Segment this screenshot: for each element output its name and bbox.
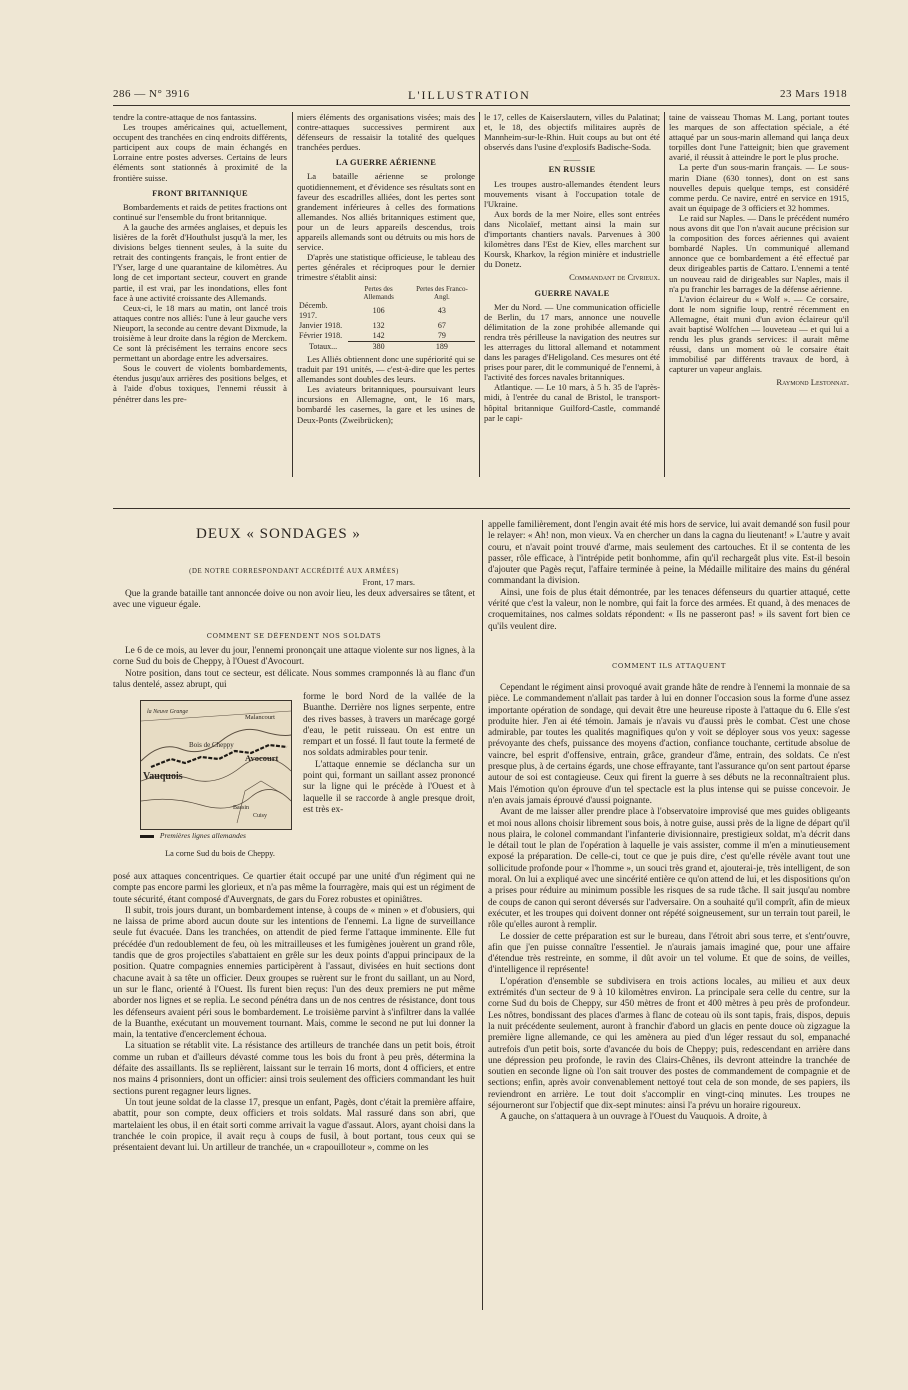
section-heading: EN RUSSIE [548, 165, 596, 175]
map-label: la Neuve Grange [147, 709, 188, 715]
text-paragraph: Les troupes américaines qui, actuellement, occupent des tranchées en cinq endroits différents, participent aux coups de main échangés en Lorraine entre postes adverses. Certains de leurs éléments sont stationnés à proximité de la frontière suisse. [113, 122, 287, 183]
map-label: Bassin [233, 805, 250, 811]
article-intro-block [113, 566, 475, 626]
column-divider [479, 112, 480, 477]
map-drawing [141, 701, 291, 829]
table-cell: 380 [372, 341, 385, 351]
text-paragraph: Les aviateurs britanniques, poursuivant leurs incursions en Allemagne, ont, le 16 mars, bombardé les casernes, la gare et les usines de Deux-Ponts (Zweibrücken); [297, 384, 475, 425]
text-paragraph: Avant de me laisser aller prendre place à l'observatoire improvisé que mes guides obligeants et moi nous allons choisir librement sous bois, à notre guise, aussi près de la ligne de départ qu'il nous plaira, le colonel commandant l'infanterie divisionnaire, prestigieux soldat, m'a décrit dans le détail tout le plan de l'opération à laquelle je vais assister, comme il m'en a minutieusement exposé la préparation. De celle-ci, tout ce que je puis dire, c'est qu'elle révèle avant tout une sollicitude profonde pour « l'homme », un souci très grand et, ajouterai-je, très intelligent, de son moral. On lui a expliqué avec une sincérité entière ce qu'on attend de lui, et les dispositions qu'on a prises pour réduire au minimum possible les risques de sa rude tâche. Il sait jusqu'au nombre de coups de canon qui seront déversés sur l'adversaire. On a souhaité qu'il comprît, afin de mieux exécuter, et les troupes qui doivent donner ont répété soigneusement, sur un terrain tout pareil, le rôle qu'elles auront à remplir. [488, 807, 850, 931]
map-contour [141, 789, 291, 808]
table-cell: Février 1918. [299, 331, 343, 341]
column-naval-continued [669, 112, 849, 477]
map-label: Vauquois [143, 771, 183, 782]
article-left-column [113, 872, 475, 1302]
table-row [297, 331, 475, 342]
article-byline: (DE NOTRE CORRESPONDANT ACCRÉDITÉ AUX ARMÉES) [189, 568, 399, 575]
text-paragraph: appelle familièrement, dont l'engin avait été mis hors de service, lui avait demandé son fusil pour le relayer: « Ah! non, mon vieux. Va en chercher un dans la cagna du lieutenant! » L'autre y avait couru, et n'avait point trouvé d'arme, mais seulement des cartouches. Et il se contenta de les passer, rôle efficace, à l'intrépide petit bonhomme, afin qu'il rechargeât plus vite. Est-il besoin d'ajouter que Pagès reçut, l'affaire terminée à peine, la Médaille militaire des mains du général commandant la division. [488, 520, 850, 587]
table-row [297, 321, 475, 331]
map-label: Avocourt [245, 753, 279, 763]
table-cell: 106 [372, 305, 385, 315]
section-heading: COMMENT SE DÉFENDENT NOS SOLDATS [206, 632, 382, 640]
ornament: ⸻ [563, 156, 581, 165]
column-divider [292, 112, 293, 477]
text-paragraph: Les troupes austro-allemandes étendent leurs mouvements visant à l'occupation totale de l'Ukraine. [484, 178, 660, 209]
table-cell: 79 [409, 331, 475, 342]
article-right-column [488, 683, 850, 1305]
section-heading: GUERRE NAVALE [534, 288, 610, 298]
table-cell: 142 [348, 331, 408, 342]
text-paragraph: Ceux-ci, le 18 mars au matin, ont lancé trois attaques contre nos alliés: l'une à leur gauche vers Nieuport, la seconde au centre devant Dixmude, la troisième à leur droite dans la région de Merckem. Ce sont là précisément les terrains encore secs permettant un abordage entre les adversaires. [113, 302, 287, 364]
table-total-row [297, 341, 475, 352]
map-label: Malancourt [245, 714, 275, 721]
text-paragraph: le 17, celles de Kaiserslautern, villes du Palatinat; et, le 18, des objectifs militaires auprès de Mannheim-sur-le-Rhin. Huit coups au but ont été observés dans l'usine d'explosifs Badische-Soda. [484, 112, 660, 153]
text-paragraph: taine de vaisseau Thomas M. Lang, portant toutes les marques de son affectation spéciale, a été attaqué par un sous-marin allemand qui lança deux torpilles dont l'une l'atteignit; bien que gravement avarié, il réussit à atteindre le port le plus proche. [669, 112, 849, 163]
section-heading: COMMENT ILS ATTAQUENT [612, 662, 726, 670]
text-paragraph: Ainsi, une fois de plus était démontrée, par les tenaces défenseurs du quartier attaqué, cette vérité que c'est la valeur, non le nombre, qui fait la force des armées. Et quand, à des menaces de croquemitaines, nos calmes soldats répondent: « Ils ne passeront pas! » ils savent fort bien ce qu'ils veulent dire. [488, 587, 850, 632]
battle-map [140, 700, 292, 830]
table-cell: 43 [437, 305, 446, 315]
text-paragraph: La perte d'un sous-marin français. — Le sous-marin Diane (630 tonnes), dont on est sans nouvelles depuis quelque temps, est considéré comme perdu. Ce navire, entré en service en 1915, avait un équipage de 3 officiers et 32 hommes. [669, 162, 849, 213]
header-rule [113, 105, 850, 106]
text-paragraph: Mer du Nord. — Une communication officielle de Berlin, du 17 mars, annonce une nouvelle délimitation de la zone prohibée allemande qui rendra très périlleuse la navigation des neutres sur les atterrages du littoral allemand et notamment dans les parages d'Heligoland. Ces mesures ont été prises pour parer, dit le communiqué de l'ennemi, à l'activité des forces navales britanniques. [484, 301, 660, 383]
text-paragraph: La bataille aérienne se prolonge quotidiennement, et d'évidence ses résultats sont en faveur des escadrilles alliées, dont les pertes sont grandement inférieures à celles des formations allemandes. Nos alliés britanniques estiment que, pour un de leurs appareils descendus, trois appareils allemands sont ou détruits ou mis hors de service. [297, 171, 475, 253]
text-paragraph: Aux bords de la mer Noire, elles sont entrées dans Nicolaïef, mettant ainsi la main sur d'importants chantiers navals. Parvenues à 300 kilomètres dans l'Est de Kiev, elles marchent sur Koursk, Kharkov, la région minière et industrielle du Donetz. [484, 208, 660, 270]
issue-date: 23 Mars 1918 [780, 88, 848, 100]
legend-label: Premières lignes allemandes [159, 831, 246, 840]
text-paragraph: La situation se rétablit vite. La résistance des artilleurs de tranchée dans un petit bois, étroit comme un ruban et d'ailleurs dévasté comme tous les bois du front à peu près, détermina la défaite des assaillants. Ils se replièrent, laissant sur le terrain 16 morts, dont 4 officiers, et entre nos mains 4 prisonniers, dont un officier: ainsi trois seulement des officiers commandant les huit sections purent regagner leurs lignes. [113, 1041, 475, 1097]
map-label: Bois de Cheppy [189, 741, 234, 749]
section-heading: LA GUERRE AÉRIENNE [335, 158, 437, 168]
table-cell: Janvier 1918. [299, 320, 343, 330]
text-paragraph: D'après une statistique officieuse, le tableau des pertes générales et réciproques pour le dernier trimestre s'établit ainsi: [297, 252, 475, 283]
map-caption: La corne Sud du bois de Cheppy. [165, 849, 275, 858]
text-paragraph: A la gauche des armées anglaises, et depuis les lisières de la forêt d'Houthulst jusqu'à la mer, les divisions belges tiennent seules, à la suite du retrait des contingents français, le front entier de l'Yser, large d une quarantaine de kilomètres. Au long de cet important secteur, couvert en grande partie, il est vrai, par les inondations, elles font face à une activité croissante des Allemands. [113, 221, 287, 303]
table-cell: 132 [372, 320, 385, 330]
map-legend [140, 831, 310, 840]
text-paragraph: Sous le couvert de violents bombardements, étendus jusqu'aux arrières des positions belges, et à l'aide d'obus toxiques, l'ennemi réussit à pénétrer dans les pre- [113, 363, 287, 404]
text-paragraph: L'avion éclaireur du « Wolf ». — Ce corsaire, dont le nom signifie loup, rentré récemment en Allemagne, était muni d'un avion éclaireur qu'il avait baptisé Wolfchen — louveteau — et qui lui a rendu les plus grands services: il aurait même réussi, dans un moment où le corsaire était immobilisé par différents travaux de bord, à capturer un vapeur anglais. [669, 293, 849, 375]
text-paragraph: Les Alliés obtiennent donc une supériorité qui se traduit par 191 unités, — c'est-à-dire que les pertes allemandes sont doubles des leurs. [297, 353, 475, 385]
table-cell: 189 [435, 341, 448, 351]
page-number: 286 — N° 3916 [113, 88, 190, 100]
losses-table [297, 285, 475, 352]
table-cell: Totaux... [309, 341, 338, 351]
author-signature: Commandant de Civrieux. [569, 272, 660, 283]
text-paragraph: Un tout jeune soldat de la classe 17, presque un enfant, Pagès, dont c'était la première affaire, abattit, pour son compte, deux officiers et trois soldats. Mal rassuré dans son abri, que martelaient les obus, il en était sorti comme arrivait la vague d'assaut. Alors, ayant choisi dans la tranchée le coin propice, il avait reçu à coups de fusil, à bout portant, tous ceux qui se présentaient devant lui. Un artilleur de tranchée, un « crapouilloteur », comme on les [113, 1097, 475, 1154]
article-opening [113, 646, 475, 692]
text-paragraph: Il subit, trois jours durant, un bombardement intense, à coups de « minen » et d'obusiers, qui ne laissa de prime abord aucun doute sur les intentions de l'ennemi. La ligne de surveillance seule fut évacuée. Dans les tranchées, on attendit de pied ferme l'attaque imminente. Elle fut précédée d'un redoublement de feu, où les mitrailleuses et les fumigènes jouèrent un grand rôle, tandis que de gros projectiles s'abattaient en grêle sur les deux points d'appui principaux de la position. Quatre compagnies ennemies participèrent à l'assaut, divisées en huit sections dont chacune avait à sa tête un officier. Deux groupes se ruèrent sur le front du saillant, un au Nord, un sur le flanc, orienté à l'Ouest. Ils furent bien reçus: l'un des deux premiers ne put même aborder nos lignes et se replia. Le second pénétra dans un de nos centres de résistance, dont tous les défenseurs avaient péri sous le bombardement. Le troisième parvint à s'infiltrer dans la vallée de la Buanthe, exécutant un mouvement tournant. Mais, comme le second ne put lui donner la main, la tentative d'encerclement échoua. [113, 905, 475, 1041]
table-row [297, 301, 475, 321]
text-paragraph: Le raid sur Naples. — Dans le précédent numéro nous avons dit que l'on n'avait aucune précision sur la composition des forces aériennes qui avaient bombardé Naples. Un communiqué allemand annonce que ce bombardement a été effectué par deux dirigeables partis de Cattaro. L'ennemi a tenté un nouveau raid de dirigeables sur Naples, mais il n'a pu franchir les barrages de la défense aérienne. [669, 212, 849, 294]
table-header: Pertes des Allemands [363, 284, 394, 301]
column-russie-naval [484, 112, 660, 477]
text-paragraph: L'attaque ennemie se déclancha sur un point qui, formant un saillant assez prononcé sur la ligne qui le précède à l'Ouest et à laquelle il se raccorde à angle presque droit, est très ex- [303, 759, 475, 815]
article-dateline: Front, 17 mars. [362, 577, 415, 588]
text-paragraph: Bombardements et raids de petites fractions ont continué sur l'ensemble du front britannique. [113, 201, 287, 222]
table-cell: Décemb. 1917. [299, 300, 328, 320]
journal-title: L'ILLUSTRATION [408, 88, 531, 102]
column-front-britannique [113, 112, 287, 477]
text-paragraph: tendre la contre-attaque de nos fantassins. [113, 112, 257, 122]
section-heading: FRONT BRITANNIQUE [152, 188, 248, 198]
text-paragraph: Notre position, dans tout ce secteur, est délicate. Nous sommes cramponnés là au flanc d'un talus dentelé, assez abrupt, qui [113, 668, 475, 690]
text-paragraph: Que la grande bataille tant annoncée doive ou non avoir lieu, les deux adversaires se tâtent, et avec une vigueur égale. [113, 588, 475, 610]
table-cell: 67 [437, 320, 446, 330]
column-guerre-aerienne [297, 112, 475, 477]
column-divider [664, 112, 665, 477]
text-paragraph: Cependant le régiment ainsi provoqué avait grande hâte de rendre à l'ennemi la monnaie de sa pièce. Le commandement n'allait pas tarder à lui en donner l'occasion sous la forme d'une assez importante opération de sondage, qui devait être une heureuse riposte à l'attaque du 6. Elle s'est produite hier. J'en ai été témoin. Jamais je n'avais vu d'aussi près le combat. C'est une chose admirable, par toutes les qualités magnifiques qu'on y voit se déployer sous vos yeux: sagesse prévoyante des chefs, puissance des moyens d'action, confiance touchante, certitude absolue de vaincre, bel esprit d'offensive, entrain, grâce, grandeur d'âme, entrain, des soldats. Ce n'est presque plus, à de certains égards, une chose effrayante, tant l'assurance qu'on sent partout éparse autour de soi est contagieuse. Ceux qui firent la guerre à ses débuts ne la reconnaîtraient plus. Mais l'émotion qu'on éprouve d'un tel spectacle est la plus intense qui se puisse concevoir. Je n'en avais jamais éprouvé d'aussi poignante. [488, 683, 850, 806]
legend-swatch [140, 835, 154, 838]
table-header: Pertes des Franco-Angl. [416, 284, 468, 301]
text-paragraph: Atlantique. — Le 10 mars, à 5 h. 35 de l'après-midi, à l'entrée du canal de Bristol, le transport-hôpital britannique Guilford-Castle, commandé par le capi- [484, 382, 660, 423]
text-paragraph: forme le bord Nord de la vallée de la Buanthe. Derrière nos lignes serpente, entre des rives basses, à travers un marécage gorgé d'eau, le petit ruisseau. On est entre un rempart et un fossé. Il faut toute la fermeté de nos soldats admirables pour tenir. [303, 692, 475, 759]
text-paragraph: A gauche, on s'attaquera à un ouvrage à l'Ouest du Vauquois. A droite, à [500, 1112, 768, 1123]
text-paragraph: Le 6 de ce mois, au lever du jour, l'ennemi prononçait une attaque violente sur nos lignes, à la corne Sud du bois de Cheppy, à l'Ouest d'Avocourt. [113, 646, 475, 668]
column-divider [482, 520, 483, 1310]
text-paragraph: Le dossier de cette préparation est sur le bureau, dans l'étroit abri sous terre, et s'entr'ouvre, afin que j'en puisse connaître l'essentiel. Je n'aurais jamais imaginé que, pour une affaire d'étendue très restreinte, en somme, il dût avoir un tel volume. Et que de soins, de veilles, d'intelligence il représente! [488, 931, 850, 976]
author-signature: Raymond Lestonnat. [776, 377, 849, 388]
text-paragraph: L'opération d'ensemble se subdivisera en trois actions locales, au milieu et aux deux extrémités d'un secteur de 9 à 10 kilomètres environ. La principale sera celle du centre, sur la corne Sud du bois de Cheppy, sur 450 mètres de front et 400 mètres à peu près de profondeur. Les nôtres, bondissant des places d'armes à flanc de coteau où ils sont tapis, frais, dispos, depuis la nuit précédente seulement, auront à franchir d'abord un glacis en pente douce où zigzague la première ligne allemande, ce qui les amènera au pied d'un léger ressaut du sol, empanaché autrefois d'un petit bois, sorte d'avancée du bois de Cheppy; puis, redescendant en arrière dans une dépression peu profonde, le ravin des Clairs-Chênes, ils devront atteindre la tranchée de soutien en seconde ligne où l'on sait trouver des postes de commandement de compagnie et de sections; enfin, après avoir convenablement nettoyé tout cela de son monde, de ses papiers, ils reviendront en arrière. Le tout doit s'accomplir en vingt-cinq minutes. Les troupes ne séjourneront sur l'objectif que dix-sept minutes: ainsi l'a prévu un horaire rigoureux. [488, 976, 850, 1111]
article-right-column-top [488, 520, 850, 648]
text-paragraph: posé aux attaques concentriques. Ce quartier était occupé par une unité d'un régiment qui ne compte pas encore parmi les glorieux, et n'a pas même la fourragère, mais qui est un régiment de toute sécurité, étant composé d'Auvergnats, de gars du Forez robustes et opiniâtres. [113, 872, 475, 905]
map-label: Cuisy [253, 813, 268, 819]
article-wrap-text [303, 692, 475, 870]
section-rule [113, 508, 850, 509]
text-paragraph: miers éléments des organisations visées; mais des contre-attaques successives permirent aux défenseurs de ressaisir la totalité des quelques tranchées perdues. [297, 112, 475, 153]
article-title: DEUX « SONDAGES » [196, 526, 361, 542]
